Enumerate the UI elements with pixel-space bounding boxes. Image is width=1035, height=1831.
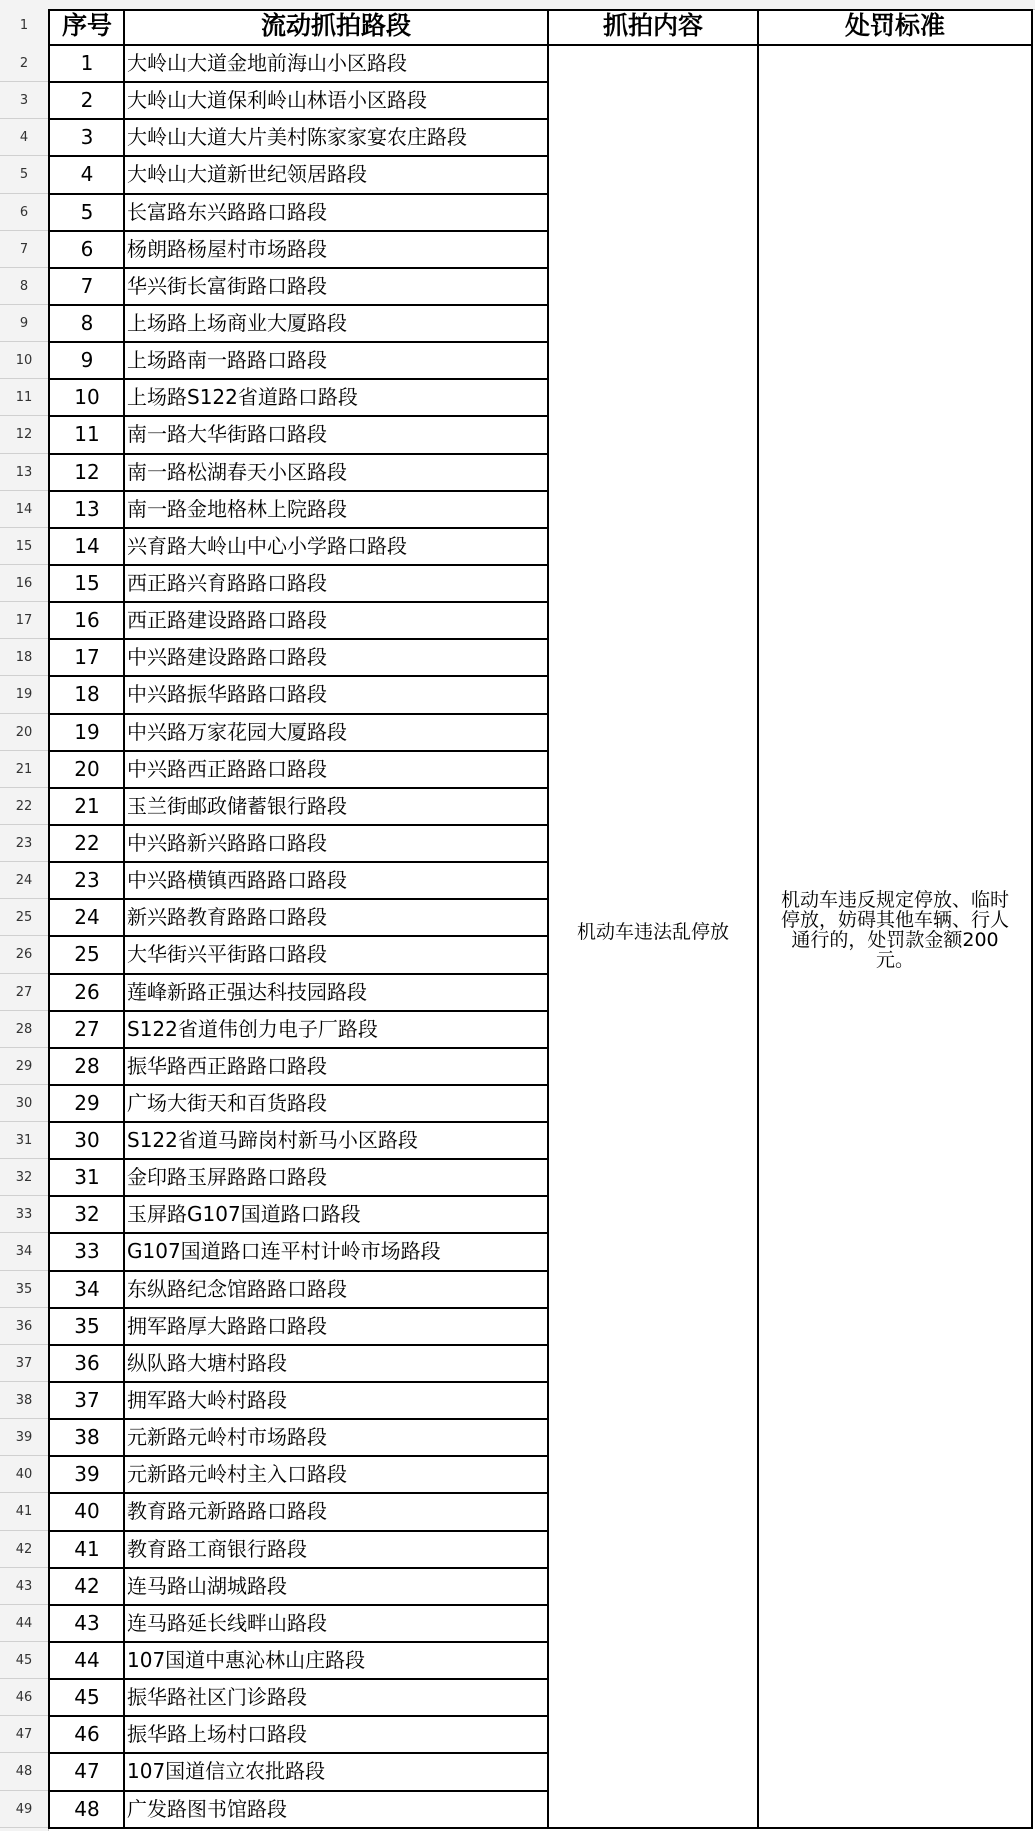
row-number[interactable]: 20 <box>15 724 33 740</box>
row-number[interactable]: 10 <box>15 353 33 369</box>
row-number[interactable]: 39 <box>15 1430 33 1446</box>
row-number[interactable]: 37 <box>15 1355 33 1371</box>
row-number[interactable]: 23 <box>15 835 33 851</box>
road-cell[interactable]: 大岭山大道金地前海山小区路段 <box>127 51 407 75</box>
penalty-line: 通行的，处罚款金额200 <box>791 929 999 951</box>
row-number[interactable]: 36 <box>15 1318 33 1334</box>
seq-cell[interactable]: 37 <box>74 1388 100 1413</box>
road-cell[interactable]: 东纵路纪念馆路路口路段 <box>127 1276 347 1301</box>
seq-cell[interactable]: 44 <box>74 1648 100 1673</box>
seq-cell[interactable]: 16 <box>74 608 100 633</box>
penalty-line: 机动车违反规定停放、临时 <box>780 889 1009 911</box>
road-cell[interactable]: 中兴路建设路路口路段 <box>127 645 327 670</box>
road-cell[interactable]: 长富路东兴路路口路段 <box>127 199 327 224</box>
row-number[interactable]: 15 <box>15 538 33 554</box>
seq-cell[interactable]: 38 <box>74 1425 100 1450</box>
header-road: 流动抓拍路段 <box>260 11 411 40</box>
row-number[interactable]: 41 <box>15 1504 33 1520</box>
row-number[interactable]: 43 <box>15 1578 33 1594</box>
row-number[interactable]: 33 <box>15 1207 33 1223</box>
seq-cell[interactable]: 27 <box>74 1016 100 1041</box>
road-cell[interactable]: S122省道马蹄岗村新马小区路段 <box>127 1128 418 1153</box>
road-cell[interactable]: 金印路玉屏路路口路段 <box>127 1165 327 1190</box>
road-cell[interactable]: 107国道信立农批路段 <box>127 1759 326 1784</box>
penalty-line: 元。 <box>875 949 914 971</box>
seq-cell[interactable]: 20 <box>74 756 100 781</box>
seq-cell[interactable]: 11 <box>74 422 100 447</box>
row-number[interactable]: 4 <box>19 130 29 146</box>
seq-cell[interactable]: 46 <box>74 1722 100 1747</box>
road-cell[interactable]: 连马路山湖城路段 <box>127 1573 287 1598</box>
seq-cell[interactable]: 10 <box>74 385 100 410</box>
seq-cell[interactable]: 32 <box>74 1202 100 1227</box>
row-number[interactable]: 5 <box>19 167 29 183</box>
road-cell[interactable]: 拥军路厚大路路口路段 <box>127 1313 327 1338</box>
row-number[interactable]: 28 <box>15 1021 33 1037</box>
seq-cell[interactable]: 31 <box>74 1165 100 1190</box>
grid-line-col <box>757 9 759 1829</box>
row-number[interactable]: 45 <box>15 1653 33 1669</box>
road-cell[interactable]: 上场路南一路路口路段 <box>127 348 327 373</box>
row-number[interactable]: 12 <box>15 427 33 443</box>
row-divider <box>0 1827 48 1828</box>
row-number[interactable]: 30 <box>15 1095 33 1111</box>
seq-cell[interactable]: 14 <box>74 533 100 558</box>
road-cell[interactable]: 拥军路大岭村路段 <box>127 1388 287 1413</box>
road-cell[interactable]: 大岭山大道大片美村陈家家宴农庄路段 <box>127 125 467 150</box>
row-number[interactable]: 35 <box>15 1281 33 1297</box>
row-number[interactable]: 3 <box>19 93 29 109</box>
row-number[interactable]: 38 <box>15 1393 33 1409</box>
row-number[interactable]: 16 <box>15 575 33 591</box>
road-cell[interactable]: 西正路建设路路口路段 <box>127 608 327 633</box>
row-number[interactable]: 46 <box>15 1690 33 1706</box>
seq-cell[interactable]: 45 <box>74 1685 100 1710</box>
row-number[interactable]: 31 <box>15 1133 33 1149</box>
row-number[interactable]: 17 <box>15 613 33 629</box>
road-cell[interactable]: G107国道路口连平村计岭市场路段 <box>127 1239 441 1264</box>
seq-cell[interactable]: 9 <box>80 348 94 373</box>
seq-cell[interactable]: 19 <box>74 719 100 744</box>
header-content: 抓拍内容 <box>602 11 703 40</box>
road-cell[interactable]: 杨朗路杨屋村市场路段 <box>127 236 327 261</box>
seq-cell[interactable]: 1 <box>80 51 94 75</box>
road-cell[interactable]: 上场路S122省道路口路段 <box>127 385 358 410</box>
seq-cell[interactable]: 4 <box>80 162 94 187</box>
grid-line-col <box>547 9 549 1829</box>
seq-cell[interactable]: 24 <box>74 905 100 930</box>
seq-cell[interactable]: 29 <box>74 1090 100 1115</box>
seq-cell[interactable]: 41 <box>74 1536 100 1561</box>
seq-cell[interactable]: 28 <box>74 1053 100 1078</box>
row-number[interactable]: 18 <box>15 650 33 666</box>
header-seq: 序号 <box>61 11 112 40</box>
row-number[interactable]: 27 <box>15 984 33 1000</box>
road-cell[interactable]: 大华街兴平街路口路段 <box>127 942 327 967</box>
road-cell[interactable]: 华兴街长富街路口路段 <box>127 273 327 298</box>
row-number[interactable]: 25 <box>15 910 33 926</box>
road-cell[interactable]: S122省道伟创力电子厂路段 <box>127 1016 378 1041</box>
row-number[interactable]: 24 <box>15 873 33 889</box>
seq-cell[interactable]: 22 <box>74 830 100 855</box>
seq-cell[interactable]: 23 <box>74 868 100 893</box>
seq-cell[interactable]: 33 <box>74 1239 100 1264</box>
row-number[interactable]: 11 <box>15 390 33 406</box>
road-cell[interactable]: 教育路元新路路口路段 <box>127 1499 327 1524</box>
seq-cell[interactable]: 40 <box>74 1499 100 1524</box>
seq-cell[interactable]: 17 <box>74 645 100 670</box>
road-cell[interactable]: 中兴路西正路路口路段 <box>127 756 327 781</box>
road-cell[interactable]: 振华路西正路路口路段 <box>127 1053 327 1078</box>
seq-cell[interactable]: 5 <box>80 199 94 224</box>
road-cell[interactable]: 中兴路横镇西路路口路段 <box>127 868 347 893</box>
grid-line-header <box>48 44 1032 46</box>
row-number[interactable]: 1 <box>19 18 29 33</box>
row-number[interactable]: 7 <box>19 241 29 257</box>
road-cell[interactable]: 振华路社区门诊路段 <box>127 1685 307 1710</box>
road-cell[interactable]: 振华路上场村口路段 <box>127 1722 307 1747</box>
seq-cell[interactable]: 36 <box>74 1350 100 1375</box>
road-cell[interactable]: 元新路元岭村市场路段 <box>127 1425 327 1450</box>
row-number[interactable]: 13 <box>15 464 33 480</box>
row-number[interactable]: 9 <box>19 315 29 331</box>
road-cell[interactable]: 广发路图书馆路段 <box>127 1796 287 1821</box>
seq-cell[interactable]: 34 <box>74 1276 100 1301</box>
seq-cell[interactable]: 18 <box>74 682 100 707</box>
road-cell[interactable]: 中兴路振华路路口路段 <box>127 682 327 707</box>
row-number[interactable]: 49 <box>15 1801 33 1817</box>
content-merged-cell: 机动车违法乱停放 <box>576 921 729 943</box>
road-cell[interactable]: 107国道中惠沁林山庄路段 <box>127 1648 366 1673</box>
seq-cell[interactable]: 26 <box>74 979 100 1004</box>
row-number[interactable]: 29 <box>15 1058 33 1074</box>
road-cell[interactable]: 上场路上场商业大厦路段 <box>127 310 347 335</box>
road-cell[interactable]: 莲峰新路正强达科技园路段 <box>127 979 367 1004</box>
seq-cell[interactable]: 15 <box>74 570 100 595</box>
grid-line-col-right <box>1031 9 1033 1829</box>
seq-cell[interactable]: 48 <box>74 1796 100 1821</box>
seq-cell[interactable]: 8 <box>80 310 94 335</box>
road-cell[interactable]: 元新路元岭村主入口路段 <box>127 1462 347 1487</box>
road-cell[interactable]: 教育路工商银行路段 <box>127 1536 307 1561</box>
seq-cell[interactable]: 13 <box>74 496 100 521</box>
road-cell[interactable]: 南一路松湖春天小区路段 <box>127 459 347 484</box>
road-cell[interactable]: 西正路兴育路路口路段 <box>127 570 327 595</box>
seq-cell[interactable]: 39 <box>74 1462 100 1487</box>
penalty-merged-cell <box>759 890 1031 970</box>
row-number[interactable]: 2 <box>19 56 29 71</box>
road-cell[interactable]: 新兴路教育路路口路段 <box>127 905 327 930</box>
header-penalty: 处罚标准 <box>844 11 945 40</box>
row-number[interactable]: 26 <box>15 947 33 963</box>
row-number[interactable]: 22 <box>15 798 33 814</box>
row-number[interactable]: 48 <box>15 1764 33 1780</box>
grid-line-col-left <box>48 9 50 1829</box>
road-cell[interactable]: 大岭山大道保利岭山林语小区路段 <box>127 88 427 113</box>
grid-line-col <box>123 9 125 1829</box>
road-cell[interactable]: 南一路大华街路口路段 <box>127 422 327 447</box>
row-number[interactable]: 44 <box>15 1615 33 1631</box>
road-cell[interactable]: 中兴路万家花园大厦路段 <box>127 719 347 744</box>
road-cell[interactable]: 连马路延长线畔山路段 <box>127 1610 327 1635</box>
row-number[interactable]: 21 <box>15 761 33 777</box>
row-number[interactable]: 6 <box>19 204 29 220</box>
road-cell[interactable]: 兴育路大岭山中心小学路口路段 <box>127 533 407 558</box>
seq-cell[interactable]: 12 <box>74 459 100 484</box>
seq-cell[interactable]: 47 <box>74 1759 100 1784</box>
grid-line-top <box>48 9 1032 11</box>
row-number[interactable]: 8 <box>19 278 29 294</box>
road-cell[interactable]: 纵队路大塘村路段 <box>127 1350 287 1375</box>
road-cell[interactable]: 中兴路新兴路路口路段 <box>127 830 327 855</box>
seq-cell[interactable]: 6 <box>80 236 94 261</box>
seq-cell[interactable]: 21 <box>74 793 100 818</box>
seq-cell[interactable]: 25 <box>74 942 100 967</box>
row-number[interactable]: 32 <box>15 1170 33 1186</box>
seq-cell[interactable]: 30 <box>74 1128 100 1153</box>
row-number[interactable]: 40 <box>15 1467 33 1483</box>
grid-line-bottom <box>548 1827 1032 1829</box>
road-cell[interactable]: 玉兰街邮政储蓄银行路段 <box>127 793 347 818</box>
seq-cell[interactable]: 7 <box>80 273 94 298</box>
row-number[interactable]: 47 <box>15 1727 33 1743</box>
road-cell[interactable]: 玉屏路G107国道路口路段 <box>127 1202 361 1227</box>
road-cell[interactable]: 广场大街天和百货路段 <box>127 1090 327 1115</box>
road-cell[interactable]: 大岭山大道新世纪领居路段 <box>127 162 367 187</box>
seq-cell[interactable]: 35 <box>74 1313 100 1338</box>
seq-cell[interactable]: 2 <box>80 88 94 113</box>
row-number[interactable]: 42 <box>15 1541 33 1557</box>
row-number[interactable]: 14 <box>15 501 33 517</box>
road-cell[interactable]: 南一路金地格林上院路段 <box>127 496 347 521</box>
seq-cell[interactable]: 42 <box>74 1573 100 1598</box>
row-number[interactable]: 34 <box>15 1244 33 1260</box>
row-number[interactable]: 19 <box>15 687 33 703</box>
seq-cell[interactable]: 3 <box>80 125 94 150</box>
seq-cell[interactable]: 43 <box>74 1610 100 1635</box>
penalty-line: 停放，妨碍其他车辆、行人 <box>780 909 1009 931</box>
